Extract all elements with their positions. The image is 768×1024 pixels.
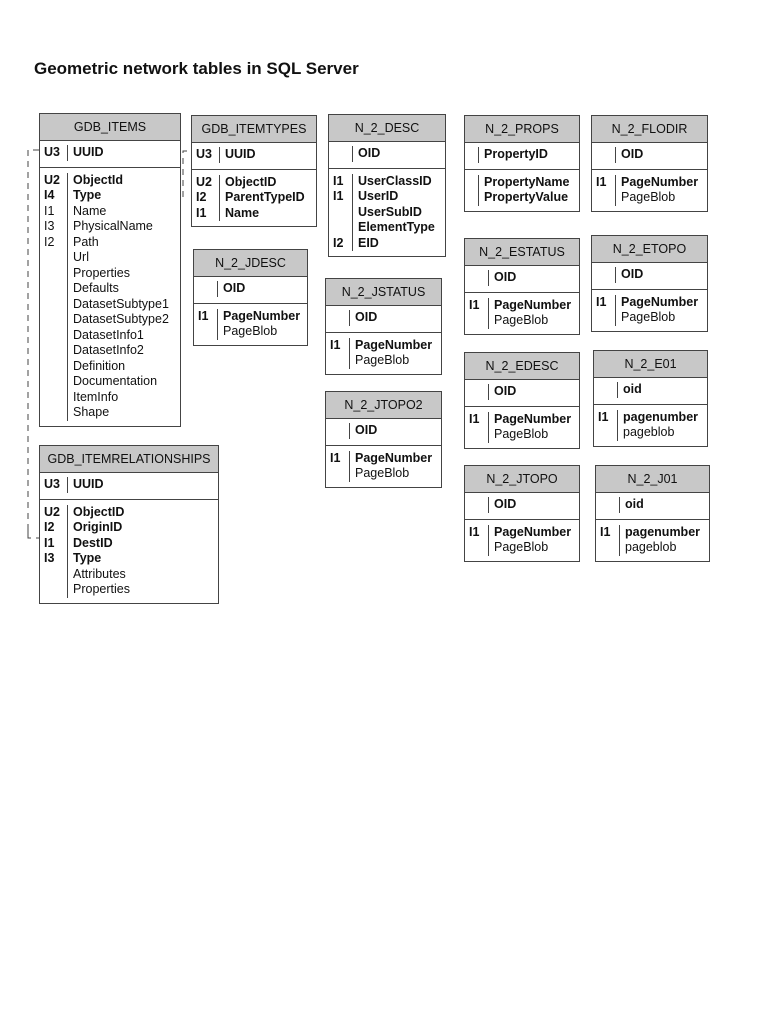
- key-cell: I1: [600, 524, 611, 539]
- table-gdb-items: [39, 113, 181, 427]
- table-body-section: [465, 519, 579, 561]
- key-cell: I1: [598, 409, 609, 424]
- key-cell: I1: [330, 450, 341, 465]
- field-cell: UserID: [358, 189, 399, 203]
- field-cell: UUID: [225, 147, 256, 161]
- field-cell: OID: [621, 267, 644, 281]
- key-cell: U2: [44, 172, 60, 187]
- key-cell: U3: [44, 477, 60, 491]
- table-pk-section: [596, 493, 709, 519]
- key-cell: [594, 382, 617, 398]
- field-cell: OID: [358, 146, 381, 160]
- key-cell: I3: [44, 219, 55, 233]
- key-cell: I1: [198, 308, 209, 323]
- field-cell: PageNumber: [621, 294, 699, 309]
- key-cell: [465, 270, 488, 286]
- field-cell: UUID: [73, 145, 104, 159]
- table-body-section: [592, 289, 707, 331]
- key-cell: I1: [596, 174, 607, 189]
- field-cell: ObjectID: [73, 504, 125, 519]
- field-cell: OID: [223, 281, 246, 295]
- table-body-section: [594, 404, 707, 446]
- key-cell: I1: [330, 337, 341, 352]
- field-cell: oid: [625, 497, 644, 511]
- field-cell: pagenumber: [625, 524, 701, 539]
- field-cell: Name: [73, 203, 107, 218]
- table-pk-section: [465, 143, 579, 169]
- key-cell: I2: [196, 190, 207, 204]
- field-cell: Name: [225, 205, 260, 220]
- key-cell: I1: [333, 189, 344, 203]
- field-cell: PageNumber: [494, 297, 572, 312]
- field-cell: Documentation: [73, 374, 158, 388]
- key-cell: U2: [196, 174, 212, 189]
- field-cell: OID: [494, 497, 517, 511]
- field-cell: PropertyName: [484, 174, 570, 189]
- table-header: N_2_FLODIR: [592, 116, 707, 143]
- field-cell: PageNumber: [494, 411, 572, 426]
- key-cell: [592, 147, 615, 163]
- table-pk-section: [326, 419, 441, 445]
- key-cell: I3: [44, 551, 55, 565]
- table-body-section: [596, 519, 709, 561]
- table-body-section: [40, 499, 218, 603]
- key-cell: [326, 310, 349, 326]
- table-n-2-edesc: [464, 352, 580, 449]
- field-cell: OID: [494, 270, 517, 284]
- field-cell: Definition: [73, 358, 126, 373]
- key-cell: I1: [469, 524, 480, 539]
- key-cell: I1: [44, 535, 55, 550]
- table-header: GDB_ITEMS: [40, 114, 180, 141]
- field-cell: OID: [621, 147, 644, 161]
- table-gdb-itemtypes: [191, 115, 317, 227]
- field-cell: PageBlob: [223, 324, 278, 338]
- key-cell: I2: [44, 520, 55, 534]
- field-cell: PageBlob: [355, 353, 410, 367]
- field-cell: DatasetInfo1: [73, 327, 144, 342]
- table-header: GDB_ITEMTYPES: [192, 116, 316, 143]
- table-header: N_2_DESC: [329, 115, 445, 142]
- key-cell: I1: [44, 203, 55, 218]
- key-cell: U3: [196, 147, 212, 161]
- field-cell: Properties: [73, 265, 130, 280]
- key-cell: I2: [333, 235, 344, 250]
- key-cell: [465, 384, 488, 400]
- field-cell: PageNumber: [621, 174, 699, 189]
- table-n-2-j01: [595, 465, 710, 562]
- key-cell: [329, 146, 352, 162]
- key-cell: U3: [44, 145, 60, 159]
- key-cell: I1: [469, 411, 480, 426]
- key-cell: [592, 267, 615, 283]
- table-pk-section: [465, 493, 579, 519]
- field-cell: ElementType: [358, 220, 435, 234]
- table-body-section: [465, 406, 579, 448]
- field-cell: Url: [73, 250, 89, 264]
- table-pk-section: [465, 266, 579, 292]
- field-cell: PageNumber: [355, 337, 433, 352]
- field-cell: DatasetSubtype2: [73, 312, 169, 326]
- field-cell: PageBlob: [621, 190, 676, 204]
- table-header: N_2_E01: [594, 351, 707, 378]
- field-cell: UUID: [73, 477, 104, 491]
- table-n-2-jtopo: [464, 465, 580, 562]
- field-cell: PageBlob: [621, 310, 676, 324]
- table-header: N_2_JTOPO: [465, 466, 579, 493]
- field-cell: Attributes: [73, 566, 126, 581]
- table-gdb-itemrelationships: [39, 445, 219, 604]
- table-pk-section: [326, 306, 441, 332]
- table-pk-section: [40, 473, 218, 499]
- field-cell: Shape: [73, 405, 110, 419]
- field-cell: PageBlob: [494, 427, 549, 441]
- table-n-2-flodir: [591, 115, 708, 212]
- field-cell: Type: [73, 551, 102, 565]
- table-header: N_2_PROPS: [465, 116, 579, 143]
- key-cell: I1: [196, 205, 207, 220]
- field-cell: UserClassID: [358, 173, 432, 188]
- table-body-section: [326, 332, 441, 374]
- connector-uuid-to-destid: [28, 150, 39, 238]
- table-pk-section: [192, 143, 316, 169]
- field-cell: oid: [623, 382, 642, 396]
- table-header: N_2_JTOPO2: [326, 392, 441, 419]
- field-cell: ItemInfo: [73, 389, 119, 404]
- connector-uuid-to-destid-lower: [28, 238, 39, 538]
- field-cell: DatasetInfo2: [73, 343, 144, 357]
- table-pk-section: [329, 142, 445, 168]
- field-cell: PageNumber: [223, 308, 301, 323]
- table-n-2-props: [464, 115, 580, 212]
- table-pk-section: [40, 141, 180, 167]
- field-cell: PageBlob: [355, 466, 410, 480]
- key-cell: I1: [333, 173, 344, 188]
- field-cell: Type: [73, 188, 102, 202]
- field-cell: DestID: [73, 535, 113, 550]
- key-cell: I4: [44, 188, 55, 202]
- field-cell: ObjectID: [225, 174, 277, 189]
- table-header: N_2_JDESC: [194, 250, 307, 277]
- table-header: N_2_EDESC: [465, 353, 579, 380]
- field-cell: OriginID: [73, 520, 123, 534]
- table-n-2-estatus: [464, 238, 580, 335]
- field-cell: Properties: [73, 582, 130, 596]
- field-cell: ParentTypeID: [225, 190, 305, 204]
- table-pk-section: [592, 143, 707, 169]
- field-cell: PageBlob: [494, 313, 549, 327]
- field-cell: ObjectId: [73, 172, 124, 187]
- key-cell: [465, 147, 478, 163]
- table-body-section: [40, 167, 180, 426]
- field-cell: OID: [494, 384, 517, 398]
- field-cell: EID: [358, 235, 379, 250]
- table-header: N_2_ESTATUS: [465, 239, 579, 266]
- table-pk-section: [194, 277, 307, 303]
- field-cell: UserSubID: [358, 204, 422, 219]
- key-cell: [326, 423, 349, 439]
- field-cell: PropertyID: [484, 147, 548, 161]
- field-cell: pagenumber: [623, 409, 699, 424]
- key-cell: I1: [596, 294, 607, 309]
- page-title: Geometric network tables in SQL Server: [34, 59, 359, 78]
- key-cell: U2: [44, 504, 60, 519]
- table-n-2-jtopo2: [325, 391, 442, 488]
- table-pk-section: [465, 380, 579, 406]
- field-cell: PhysicalName: [73, 219, 153, 233]
- field-cell: pageblob: [623, 425, 675, 439]
- table-n-2-desc: [328, 114, 446, 257]
- table-n-2-etopo: [591, 235, 708, 332]
- table-header: N_2_ETOPO: [592, 236, 707, 263]
- table-body-section: [326, 445, 441, 487]
- field-cell: pageblob: [625, 540, 677, 554]
- table-n-2-jdesc: [193, 249, 308, 346]
- field-cell: PageNumber: [494, 524, 572, 539]
- table-header: N_2_JSTATUS: [326, 279, 441, 306]
- table-pk-section: [594, 378, 707, 404]
- field-cell: OID: [355, 423, 378, 437]
- field-cell: DatasetSubtype1: [73, 296, 169, 311]
- table-body-section: [465, 169, 579, 211]
- field-cell: PageNumber: [355, 450, 433, 465]
- field-cell: Defaults: [73, 281, 119, 295]
- table-body-section: [592, 169, 707, 211]
- table-n-2-e01: [593, 350, 708, 447]
- table-header: GDB_ITEMRELATIONSHIPS: [40, 446, 218, 473]
- table-header: N_2_J01: [596, 466, 709, 493]
- key-cell: [465, 497, 488, 513]
- table-body-section: [194, 303, 307, 345]
- field-cell: PageBlob: [494, 540, 549, 554]
- table-body-section: [192, 169, 316, 227]
- field-cell: OID: [355, 310, 378, 324]
- table-body-section: [329, 168, 445, 257]
- key-cell: I1: [469, 297, 480, 312]
- field-cell: Path: [73, 234, 99, 249]
- key-cell: [194, 281, 217, 297]
- table-n-2-jstatus: [325, 278, 442, 375]
- key-cell: [596, 497, 619, 513]
- table-pk-section: [592, 263, 707, 289]
- field-cell: PropertyValue: [484, 190, 569, 204]
- key-cell: I2: [44, 234, 55, 249]
- table-body-section: [465, 292, 579, 334]
